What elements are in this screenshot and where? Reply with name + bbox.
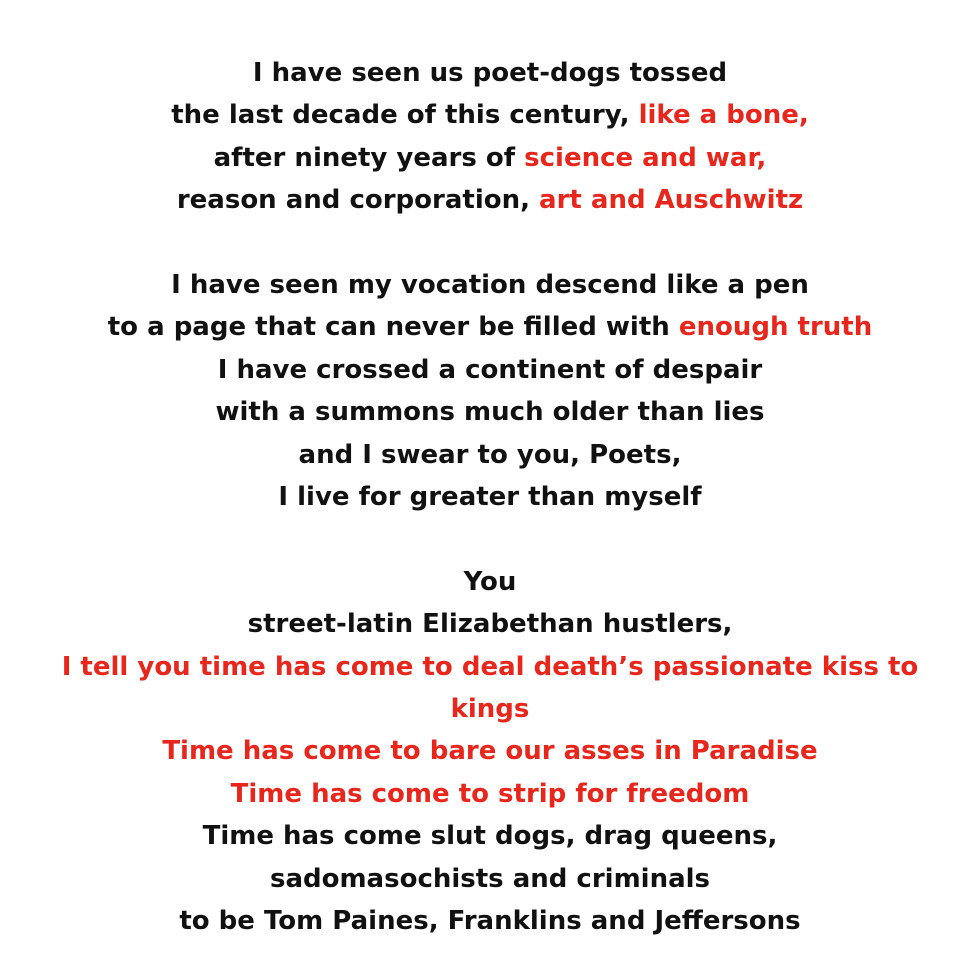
line-text: reason and corporation, xyxy=(176,185,540,216)
highlighted-text: enough truth xyxy=(678,312,873,343)
poem-line: with a summons much older than lies xyxy=(215,397,765,428)
line-text: to a page that can never be filled with xyxy=(107,312,679,343)
highlighted-line: I tell you time has come to deal death’s passionate kiss to kings xyxy=(61,651,919,725)
stanza-3 xyxy=(0,561,980,943)
stanza-break xyxy=(0,222,980,264)
line-text: after ninety years of xyxy=(213,142,525,173)
poem-line: I have seen us poet-dogs tossed xyxy=(252,58,728,88)
poem-line: I live for greater than myself xyxy=(278,482,702,513)
highlighted-line: Time has come to bare our asses in Paradise xyxy=(162,736,818,767)
highlighted-text: art and Auschwitz xyxy=(539,185,804,216)
poem-line: sadomasochists and criminals xyxy=(269,863,711,894)
stanza-break xyxy=(0,518,980,560)
poem-line: I have seen my vocation descend like a pen xyxy=(171,270,809,301)
poem-line: and I swear to you, Poets, xyxy=(298,439,682,470)
highlighted-text: science and war, xyxy=(524,142,767,173)
poem-line xyxy=(0,179,980,221)
poem-line: You xyxy=(463,566,517,597)
stanza-2 xyxy=(0,264,980,518)
poem-line: I have crossed a continent of despair xyxy=(217,354,763,385)
poem-line: Time has come slut dogs, drag queens, xyxy=(202,821,778,852)
poem-line: street-latin Elizabethan hustlers, xyxy=(247,609,733,640)
highlighted-line: Time has come to strip for freedom xyxy=(230,778,750,809)
poem-line xyxy=(0,306,980,348)
poem-line xyxy=(0,94,980,136)
highlighted-text: like a bone, xyxy=(638,100,809,131)
poem-line xyxy=(0,137,980,179)
poem-line: to be Tom Paines, Franklins and Jeffersons xyxy=(179,906,801,937)
stanza-1 xyxy=(0,52,980,222)
poem xyxy=(0,52,980,943)
line-text: the last decade of this century, xyxy=(171,100,639,131)
